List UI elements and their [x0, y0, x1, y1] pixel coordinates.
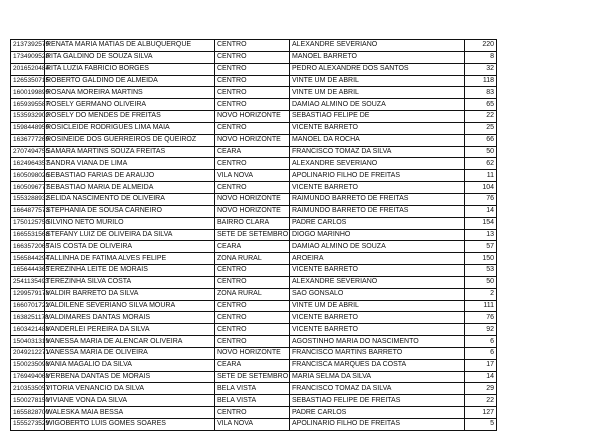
neighborhood-cell: BELA VISTA: [215, 383, 290, 395]
neighborhood-cell: CENTRO: [215, 407, 290, 419]
records-table: [10, 39, 497, 431]
neighborhood-cell: SETE DE SETEMBRO: [215, 371, 290, 383]
record-id-cell: 1500278150: [11, 395, 45, 407]
neighborhood-cell: NOVO HORIZONTE: [215, 134, 290, 146]
record-id-cell: 1659395587: [11, 99, 45, 111]
table-row: [11, 419, 497, 431]
person-name-cell: TAIS COSTA DE OLIVEIRA: [45, 241, 215, 253]
person-name-cell: SEBASTIAO FARIAS DE ARAUJO: [45, 170, 215, 182]
table-row: [11, 193, 497, 205]
record-id-cell: 1565844294: [11, 253, 45, 265]
record-id-cell: 1638251178: [11, 312, 45, 324]
house-number-cell: 25: [465, 122, 497, 134]
house-number-cell: 29: [465, 383, 497, 395]
house-number-cell: 6: [465, 336, 497, 348]
person-name-cell: SAMARA MARTINS SOUZA FREITAS: [45, 146, 215, 158]
street-cell: VINTE UM DE ABRIL: [290, 300, 465, 312]
person-name-cell: TEREZINHA LEITE DE MORAIS: [45, 265, 215, 277]
street-cell: RAIMUNDO BARRETO DE FREITAS: [290, 193, 465, 205]
person-name-cell: ROSELY GERMANO OLIVEIRA: [45, 99, 215, 111]
house-number-cell: 150: [465, 253, 497, 265]
record-id-cell: 2049212271: [11, 347, 45, 359]
person-name-cell: SELIDA NASCIMENTO DE OLIVEIRA: [45, 193, 215, 205]
records-table-body: [11, 40, 497, 431]
person-name-cell: VANDERLEI PEREIRA DA SILVA: [45, 324, 215, 336]
table-row: [11, 300, 497, 312]
house-number-cell: 62: [465, 158, 497, 170]
record-id-cell: 2541135493: [11, 276, 45, 288]
person-name-cell: ROSICLEIDE RODRIGUES LIMA MAIA: [45, 122, 215, 134]
street-cell: RAIMUNDO BARRETO DE FREITAS: [290, 205, 465, 217]
street-cell: FRANCISCO TOMAZ DA SILVA: [290, 383, 465, 395]
neighborhood-cell: CENTRO: [215, 324, 290, 336]
person-name-cell: WIGOBERTO LUIS GOMES SOARES: [45, 419, 215, 431]
street-cell: SEBASTIAO FELIPE DE FREITAS: [290, 395, 465, 407]
table-row: [11, 170, 497, 182]
neighborhood-cell: CEARA: [215, 241, 290, 253]
person-name-cell: ROSELY DO MENDES DE FREITAS: [45, 111, 215, 123]
neighborhood-cell: NOVO HORIZONTE: [215, 347, 290, 359]
street-cell: ALEXANDRE SEVERIANO: [290, 158, 465, 170]
person-name-cell: VALDILENE SEVERIANO SILVA MOURA: [45, 300, 215, 312]
table-row: [11, 347, 497, 359]
table-row: [11, 288, 497, 300]
person-name-cell: VALDIMARES DANTAS MORAIS: [45, 312, 215, 324]
street-cell: ALEXANDRE SEVERIANO: [290, 40, 465, 52]
table-row: [11, 122, 497, 134]
record-id-cell: 2707494755: [11, 146, 45, 158]
record-id-cell: 1553288932: [11, 193, 45, 205]
record-id-cell: 1555273529: [11, 419, 45, 431]
record-id-cell: 1655828700: [11, 407, 45, 419]
neighborhood-cell: CENTRO: [215, 51, 290, 63]
neighborhood-cell: CENTRO: [215, 87, 290, 99]
record-id-cell: 1624964357: [11, 158, 45, 170]
record-id-cell: 1605096777: [11, 182, 45, 194]
street-cell: MANOEL BARRETO: [290, 51, 465, 63]
neighborhood-cell: CENTRO: [215, 122, 290, 134]
neighborhood-cell: CENTRO: [215, 312, 290, 324]
house-number-cell: 50: [465, 146, 497, 158]
record-id-cell: 1734909528: [11, 51, 45, 63]
house-number-cell: 92: [465, 324, 497, 336]
record-id-cell: 1265350715: [11, 75, 45, 87]
house-number-cell: 76: [465, 312, 497, 324]
table-row: [11, 158, 497, 170]
street-cell: AGOSTINHO MARIA DO NASCIMENTO: [290, 336, 465, 348]
table-row: [11, 383, 497, 395]
neighborhood-cell: BELA VISTA: [215, 395, 290, 407]
house-number-cell: 220: [465, 40, 497, 52]
house-number-cell: 6: [465, 347, 497, 359]
person-name-cell: VALDIR BARRETO DA SILVA: [45, 288, 215, 300]
house-number-cell: 2: [465, 288, 497, 300]
neighborhood-cell: CENTRO: [215, 158, 290, 170]
neighborhood-cell: CENTRO: [215, 99, 290, 111]
house-number-cell: 5: [465, 419, 497, 431]
house-number-cell: 65: [465, 99, 497, 111]
street-cell: FRANCISCO TOMAZ DA SILVA: [290, 146, 465, 158]
house-number-cell: 32: [465, 63, 497, 75]
neighborhood-cell: NOVO HORIZONTE: [215, 205, 290, 217]
street-cell: DAMIAO ALMINO DE SOUZA: [290, 241, 465, 253]
street-cell: APOLINARIO FILHO DE FREITAS: [290, 170, 465, 182]
neighborhood-cell: CENTRO: [215, 336, 290, 348]
neighborhood-cell: CENTRO: [215, 276, 290, 288]
record-id-cell: 1636777269: [11, 134, 45, 146]
person-name-cell: ROSANA MOREIRA MARTINS: [45, 87, 215, 99]
person-name-cell: TEREZINHA SILVA COSTA: [45, 276, 215, 288]
record-id-cell: 1660701722: [11, 300, 45, 312]
record-id-cell: 1605098026: [11, 170, 45, 182]
record-id-cell: 1600199899: [11, 87, 45, 99]
street-cell: DAMIAO ALMINO DE SOUZA: [290, 99, 465, 111]
house-number-cell: 83: [465, 87, 497, 99]
house-number-cell: 104: [465, 182, 497, 194]
neighborhood-cell: CENTRO: [215, 75, 290, 87]
street-cell: AROEIRA: [290, 253, 465, 265]
table-row: [11, 276, 497, 288]
record-id-cell: 1656444365: [11, 265, 45, 277]
table-row: [11, 134, 497, 146]
street-cell: VINTE UM DE ABRIL: [290, 87, 465, 99]
house-number-cell: 53: [465, 265, 497, 277]
table-row: [11, 87, 497, 99]
record-id-cell: 1665531568: [11, 229, 45, 241]
neighborhood-cell: ZONA RURAL: [215, 288, 290, 300]
person-name-cell: ROSINEIDE DOS GUERREIROS DE QUEIROZ: [45, 134, 215, 146]
neighborhood-cell: CENTRO: [215, 300, 290, 312]
table-row: [11, 371, 497, 383]
street-cell: APOLINARIO FILHO DE FREITAS: [290, 419, 465, 431]
table-row: [11, 111, 497, 123]
neighborhood-cell: CEARA: [215, 359, 290, 371]
house-number-cell: 127: [465, 407, 497, 419]
house-number-cell: 14: [465, 205, 497, 217]
record-id-cell: 1663572065: [11, 241, 45, 253]
table-row: [11, 395, 497, 407]
neighborhood-cell: SETE DE SETEMBRO: [215, 229, 290, 241]
person-name-cell: VITORIA VENANCIO DA SILVA: [45, 383, 215, 395]
neighborhood-cell: CENTRO: [215, 63, 290, 75]
street-cell: DIOGO MARINHO: [290, 229, 465, 241]
street-cell: ALEXANDRE SEVERIANO: [290, 276, 465, 288]
table-row: [11, 63, 497, 75]
record-id-cell: 2016520484: [11, 63, 45, 75]
street-cell: VINTE UM DE ABRIL: [290, 75, 465, 87]
street-cell: VICENTE BARRETO: [290, 312, 465, 324]
neighborhood-cell: CENTRO: [215, 182, 290, 194]
house-number-cell: 118: [465, 75, 497, 87]
neighborhood-cell: VILA NOVA: [215, 170, 290, 182]
person-name-cell: WALESKA MAIA BESSA: [45, 407, 215, 419]
street-cell: VICENTE BARRETO: [290, 122, 465, 134]
house-number-cell: 22: [465, 395, 497, 407]
house-number-cell: 50: [465, 276, 497, 288]
table-row: [11, 182, 497, 194]
street-cell: VICENTE BARRETO: [290, 324, 465, 336]
record-id-cell: 1535932902: [11, 111, 45, 123]
street-cell: FRANCISCA MARQUES DA COSTA: [290, 359, 465, 371]
house-number-cell: 13: [465, 229, 497, 241]
neighborhood-cell: CENTRO: [215, 265, 290, 277]
person-name-cell: VERBENA DANTAS DE MORAIS: [45, 371, 215, 383]
house-number-cell: 76: [465, 193, 497, 205]
table-row: [11, 205, 497, 217]
table-row: [11, 336, 497, 348]
house-number-cell: 66: [465, 134, 497, 146]
table-row: [11, 253, 497, 265]
house-number-cell: 22: [465, 111, 497, 123]
record-id-cell: 1504031319: [11, 336, 45, 348]
person-name-cell: ROBERTO GALDINO DE ALMEIDA: [45, 75, 215, 87]
street-cell: VICENTE BARRETO: [290, 265, 465, 277]
table-row: [11, 75, 497, 87]
street-cell: MARIA SELMA DA SILVA: [290, 371, 465, 383]
neighborhood-cell: NOVO HORIZONTE: [215, 111, 290, 123]
house-number-cell: 57: [465, 241, 497, 253]
house-number-cell: 11: [465, 170, 497, 182]
neighborhood-cell: CENTRO: [215, 40, 290, 52]
person-name-cell: RITA LUZIA FABRICIO BORGES: [45, 63, 215, 75]
street-cell: SEBASTIAO FELIPE DE: [290, 111, 465, 123]
record-id-cell: 1299579178: [11, 288, 45, 300]
person-name-cell: SANDRA VIANA DE LIMA: [45, 158, 215, 170]
street-cell: SAO GONSALO: [290, 288, 465, 300]
table-row: [11, 324, 497, 336]
record-id-cell: 2137392579: [11, 40, 45, 52]
table-row: [11, 146, 497, 158]
person-name-cell: VANESSA MARIA DE OLIVEIRA: [45, 347, 215, 359]
street-cell: FRANCISCO MARTINS BARRETO: [290, 347, 465, 359]
table-row: [11, 51, 497, 63]
house-number-cell: 154: [465, 217, 497, 229]
table-row: [11, 312, 497, 324]
record-id-cell: 1750125750: [11, 217, 45, 229]
person-name-cell: STEPHANIA DE SOUSA CARNEIRO: [45, 205, 215, 217]
person-name-cell: SILVINO NETO MURILO: [45, 217, 215, 229]
record-id-cell: 1500235098: [11, 359, 45, 371]
neighborhood-cell: VILA NOVA: [215, 419, 290, 431]
table-row: [11, 40, 497, 52]
neighborhood-cell: BAIRRO CLARA: [215, 217, 290, 229]
street-cell: MANOEL DA ROCHA: [290, 134, 465, 146]
table-row: [11, 407, 497, 419]
table-row: [11, 217, 497, 229]
house-number-cell: 17: [465, 359, 497, 371]
house-number-cell: 14: [465, 371, 497, 383]
person-name-cell: VANIA MAGALIO DA SILVA: [45, 359, 215, 371]
house-number-cell: 8: [465, 51, 497, 63]
record-id-cell: 1603421488: [11, 324, 45, 336]
record-id-cell: 2103535057: [11, 383, 45, 395]
person-name-cell: SEBASTIAO MARIA DE ALMEIDA: [45, 182, 215, 194]
street-cell: PEDRO ALEXANDRE DOS SANTOS: [290, 63, 465, 75]
street-cell: PADRE CARLOS: [290, 407, 465, 419]
house-number-cell: 111: [465, 300, 497, 312]
table-row: [11, 359, 497, 371]
table-row: [11, 265, 497, 277]
record-id-cell: 1598448959: [11, 122, 45, 134]
neighborhood-cell: NOVO HORIZONTE: [215, 193, 290, 205]
person-name-cell: RENATA MARIA MATIAS DE ALBUQUERQUE: [45, 40, 215, 52]
person-name-cell: TALLINHA DE FATIMA ALVES FELIPE: [45, 253, 215, 265]
table-row: [11, 99, 497, 111]
neighborhood-cell: ZONA RURAL: [215, 253, 290, 265]
person-name-cell: RITA GALDINO DE SOUZA SILVA: [45, 51, 215, 63]
table-row: [11, 241, 497, 253]
person-name-cell: STEFANY LUIZ DE OLIVEIRA DA SILVA: [45, 229, 215, 241]
person-name-cell: VANESSA MARIA DE ALENCAR OLIVEIRA: [45, 336, 215, 348]
street-cell: PADRE CARLOS: [290, 217, 465, 229]
neighborhood-cell: CEARA: [215, 146, 290, 158]
street-cell: VICENTE BARRETO: [290, 182, 465, 194]
record-id-cell: 1664877573: [11, 205, 45, 217]
record-id-cell: 1769494068: [11, 371, 45, 383]
person-name-cell: VIVIANE VONA DA SILVA: [45, 395, 215, 407]
table-row: [11, 229, 497, 241]
